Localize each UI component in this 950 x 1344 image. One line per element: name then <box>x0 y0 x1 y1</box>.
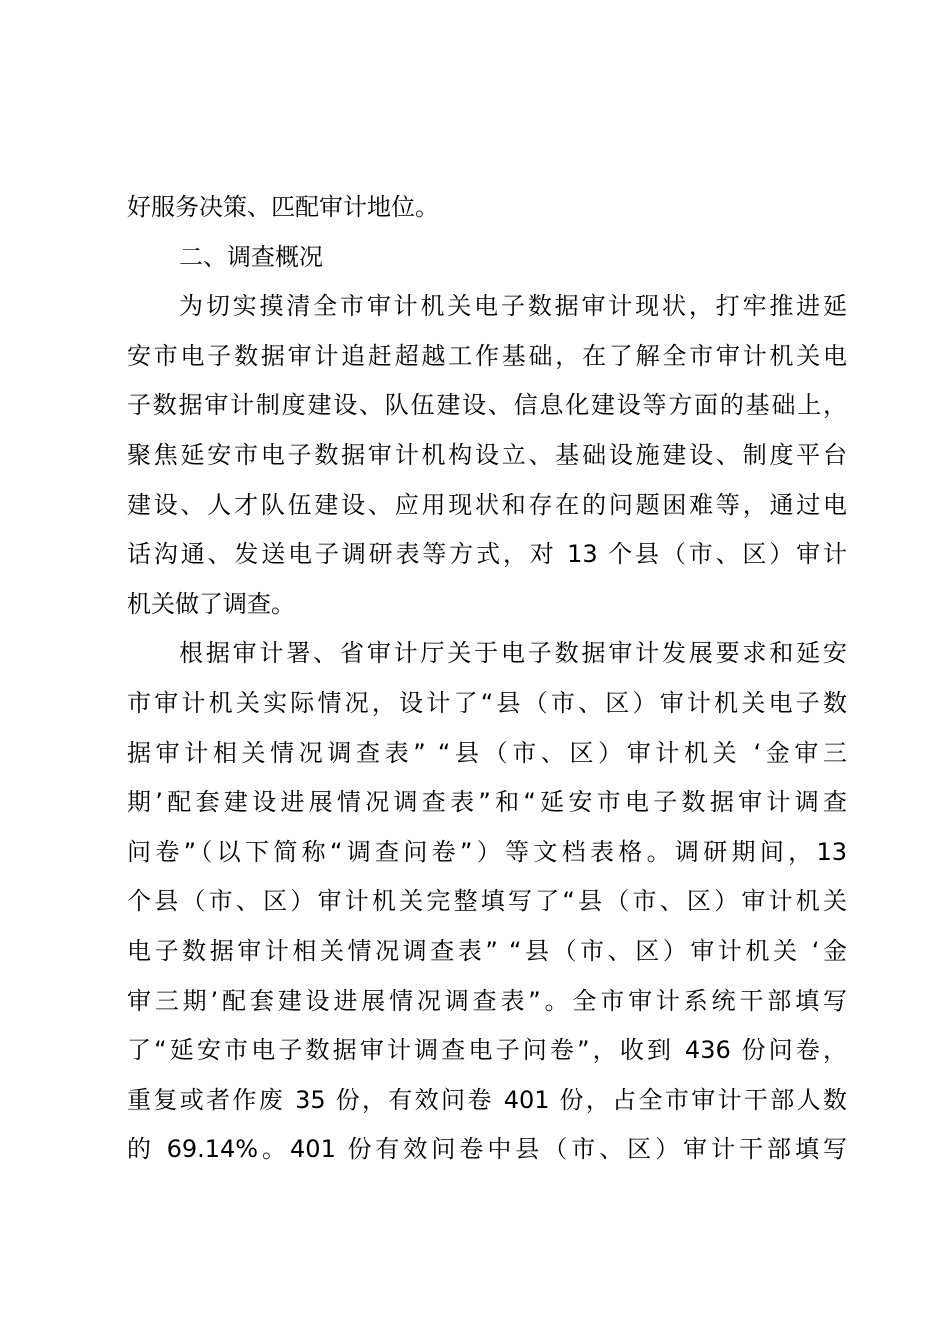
paragraph-line: 重复或者作废 35 份，有效问卷 401 份，占全市审计干部人数 <box>127 1085 847 1114</box>
paragraph-line: 期’配套建设进展情况调查表”和“延安市电子数据审计调查 <box>127 788 847 817</box>
paragraph-line: 电子数据审计相关情况调查表” “县（市、区）审计机关 ‘金 <box>127 936 847 965</box>
paragraph-line: 据审计相关情况调查表” “县（市、区）审计机关 ‘金审三 <box>127 738 847 767</box>
paragraph-line: 个县（市、区）审计机关完整填写了“县（市、区）审计机关 <box>127 887 847 916</box>
section-heading: 二、调查概况 <box>179 242 323 271</box>
paragraph-line: 子数据审计制度建设、队伍建设、信息化建设等方面的基础上， <box>127 391 847 420</box>
continuation-line: 好服务决策、匹配审计地位。 <box>127 193 439 221</box>
paragraph-line: 话沟通、发送电子调研表等方式，对 13 个县（市、区）审计 <box>127 540 847 569</box>
paragraph-line: 根据审计署、省审计厅关于电子数据审计发展要求和延安 <box>179 639 847 668</box>
paragraph-line: 的 69.14%。401 份有效问卷中县（市、区）审计干部填写 <box>127 1135 847 1164</box>
paragraph-line: 为切实摸清全市审计机关电子数据审计现状，打牢推进延 <box>179 292 847 321</box>
paragraph-line: 了“延安市电子数据审计调查电子问卷”，收到 436 份问卷， <box>127 1036 847 1065</box>
paragraph-line: 聚焦延安市电子数据审计机构设立、基础设施建设、制度平台 <box>127 440 847 469</box>
document-body <box>127 183 847 1175</box>
paragraph-line: 安市电子数据审计追赶超越工作基础，在了解全市审计机关电 <box>127 341 847 370</box>
paragraph-line: 审三期’配套建设进展情况调查表”。全市审计系统干部填写 <box>127 986 847 1015</box>
paragraph-survey-design <box>127 629 847 1175</box>
paragraph-line: 建设、人才队伍建设、应用现状和存在的问题困难等，通过电 <box>127 490 847 519</box>
paragraph-line: 市审计机关实际情况，设计了“县（市、区）审计机关电子数 <box>127 688 847 717</box>
paragraph-survey-overview <box>127 282 847 629</box>
paragraph-line: 机关做了调查。 <box>127 589 295 618</box>
paragraph-line: 问卷”（以下简称“调查问卷”）等文档表格。调研期间，13 <box>127 837 847 866</box>
